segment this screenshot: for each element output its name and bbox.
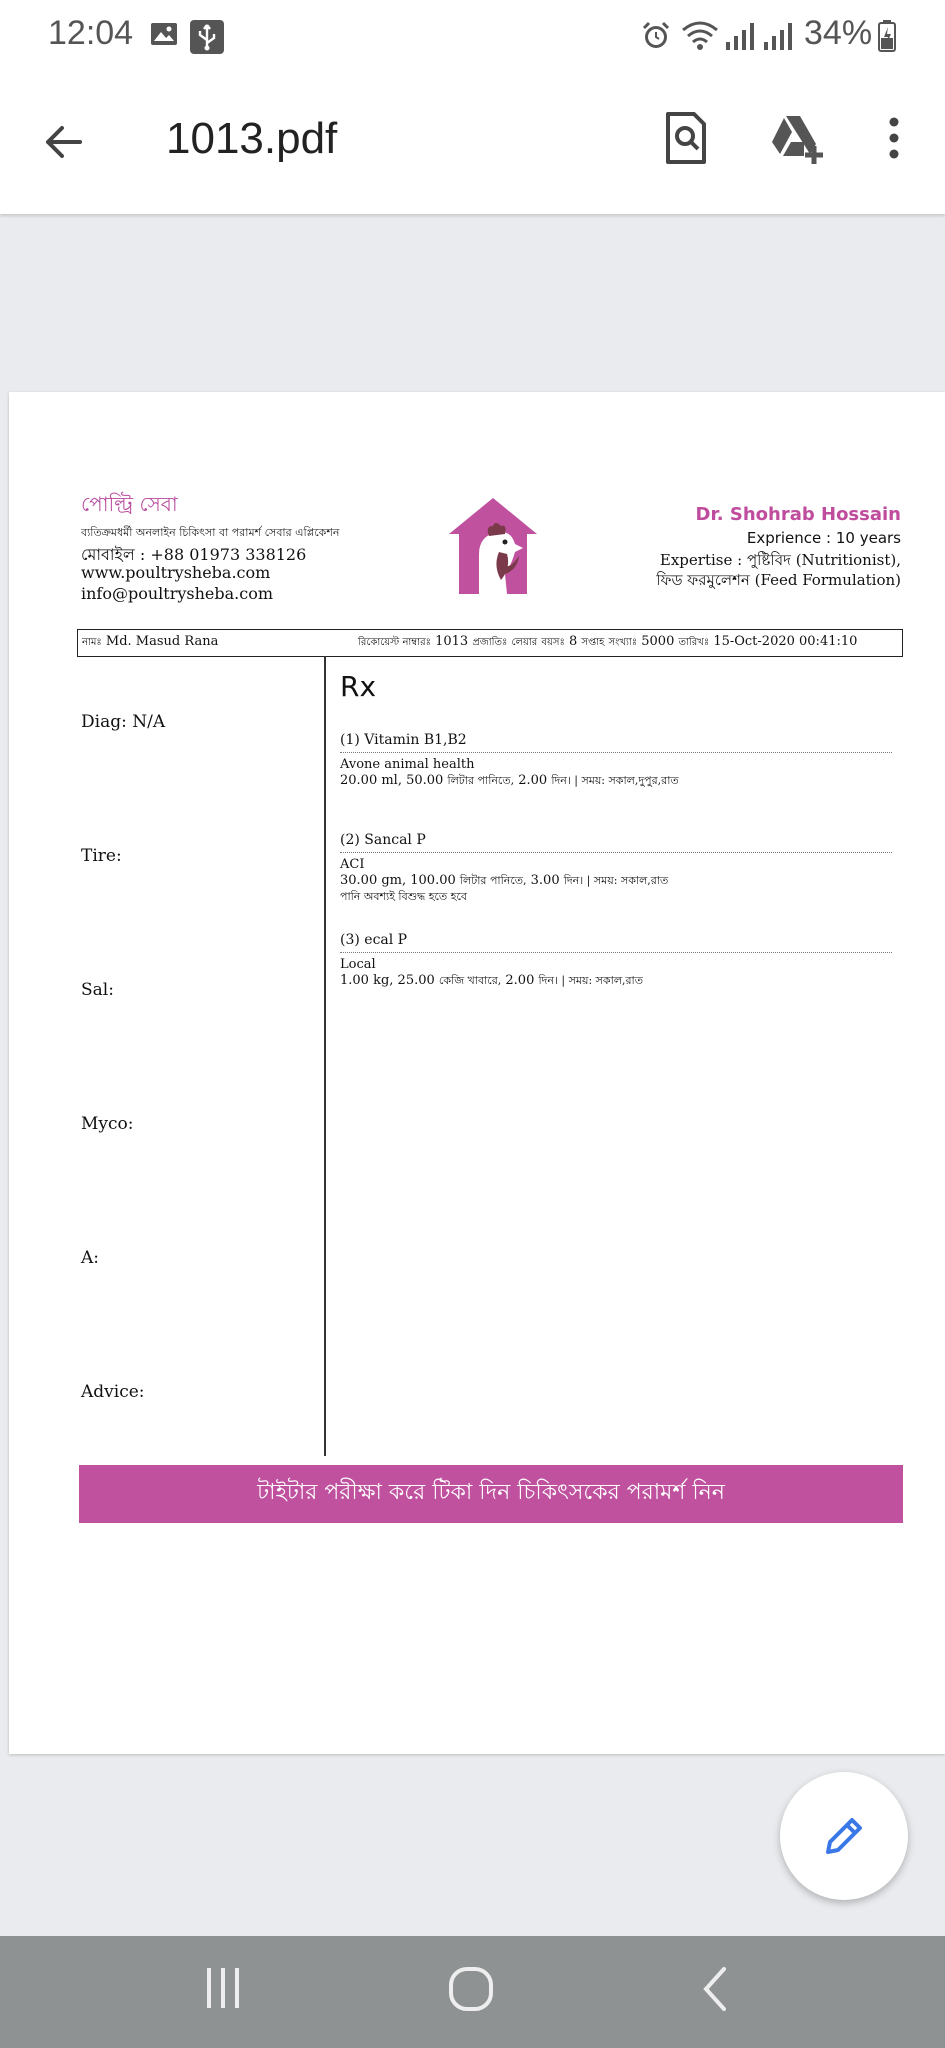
- count-label: সংখ্যাঃ: [608, 637, 638, 648]
- pdf-page: [9, 392, 945, 1754]
- brand-name: পোল্ট্রি সেবা: [81, 492, 178, 516]
- medicine-company: ACI: [340, 857, 365, 872]
- medicine-name: (2) Sancal P: [340, 832, 892, 853]
- a-field: A:: [81, 1248, 100, 1268]
- age: 8: [568, 634, 578, 649]
- poultry-house-logo: [445, 496, 541, 600]
- doctor-name: Dr. Shohrab Hossain: [695, 504, 901, 525]
- medicine-dose: [340, 773, 892, 789]
- tire-field: Tire:: [81, 846, 122, 866]
- wifi-icon: [680, 20, 720, 56]
- medicine-item: [340, 932, 892, 989]
- edit-fab-button[interactable]: [780, 1772, 908, 1900]
- patient-name-label: নামঃ: [82, 637, 102, 648]
- status-bar: [0, 0, 945, 78]
- sal-field: Sal:: [81, 980, 114, 1000]
- dose-unit: লিটার পানিতে,: [459, 874, 527, 887]
- medicine-item: [340, 832, 892, 905]
- medicine-dose: [340, 973, 892, 989]
- dose-schedule: দিন। | সময়: সকাল,দুপুর,রাত: [551, 774, 679, 787]
- brand-website: www.poultrysheba.com: [81, 563, 271, 582]
- brand-mobile: মোবাইল : +88 01973 338126: [81, 545, 307, 564]
- medicine-item: [340, 732, 892, 789]
- signal-icon-1: [724, 20, 754, 56]
- advice-field: Advice:: [81, 1382, 145, 1402]
- system-nav-bar: [0, 1936, 945, 2048]
- medicine-company: Avone animal health: [340, 757, 475, 772]
- dose-unit: লিটার পানিতে,: [447, 774, 515, 787]
- battery-percent: 34%: [804, 14, 873, 52]
- alarm-icon: [640, 20, 672, 56]
- doctor-expertise-1: Expertise : পুষ্টিবিদ (Nutritionist),: [659, 551, 901, 569]
- usb-notification-icon: [190, 20, 224, 58]
- dose-amount: 1.00 kg, 25.00: [340, 973, 435, 988]
- status-time: 12:04: [48, 14, 134, 52]
- more-vert-icon[interactable]: [884, 112, 904, 170]
- pencil-icon: [820, 1812, 868, 1860]
- date-label: তারিখঃ: [678, 637, 710, 648]
- signal-icon-2: [762, 20, 792, 56]
- brand-tagline: ব্যতিক্রমধর্মী অনলাইন চিকিৎসা বা পরামর্শ সেবার এপ্লিকেশন: [81, 526, 340, 539]
- dose-unit: কেজি খাবারে,: [438, 974, 502, 987]
- dose-amount: 30.00 gm, 100.00: [340, 873, 456, 888]
- dose-schedule: দিন। | সময়: সকাল,রাত: [538, 974, 644, 987]
- date: 15-Oct-2020 00:41:10: [713, 634, 858, 649]
- home-icon[interactable]: [448, 1966, 494, 2016]
- rx-title: Rx: [340, 670, 377, 703]
- medicine-note: পানি অবশ্যই বিশুদ্ধ হতে হবে: [340, 890, 468, 903]
- document-title: 1013.pdf: [166, 114, 338, 163]
- column-divider: [324, 656, 326, 1456]
- dose-schedule: দিন। | সময়: সকাল,রাত: [563, 874, 669, 887]
- brand-email: info@poultrysheba.com: [81, 584, 274, 603]
- patient-info-box: [77, 629, 903, 657]
- footer-banner: টাইটার পরীক্ষা করে টিকা দিন চিকিৎসকের পরামর্শ নিন: [79, 1465, 903, 1523]
- doctor-expertise-2: ফিড ফরমুলেশন (Feed Formulation): [656, 571, 901, 589]
- medicine-name: (1) Vitamin B1,B2: [340, 732, 892, 753]
- species: লেয়ার: [511, 637, 538, 648]
- myco-field: Myco:: [81, 1114, 134, 1134]
- request-label: রিকোয়েস্ট নাম্বারঃ: [358, 637, 431, 648]
- search-document-icon[interactable]: [664, 112, 708, 170]
- back-nav-icon[interactable]: [700, 1966, 730, 2016]
- add-to-drive-icon[interactable]: [770, 112, 826, 170]
- dose-days: 3.00: [530, 873, 560, 888]
- arrow-left-icon[interactable]: [40, 118, 88, 166]
- dose-days: 2.00: [505, 973, 535, 988]
- request-number: 1013: [435, 634, 469, 649]
- doctor-experience: Exprience : 10 years: [746, 529, 901, 547]
- medicine-company: Local: [340, 957, 376, 972]
- medicine-name: (3) ecal P: [340, 932, 892, 953]
- species-label: প্রজাতিঃ: [472, 637, 508, 648]
- recent-apps-icon[interactable]: [205, 1966, 241, 2014]
- medicine-dose: [340, 873, 892, 889]
- patient-name: Md. Masud Rana: [105, 634, 219, 649]
- count: 5000: [641, 634, 675, 649]
- dose-amount: 20.00 ml, 50.00: [340, 773, 444, 788]
- image-notification-icon: [150, 20, 178, 52]
- dose-days: 2.00: [518, 773, 548, 788]
- age-unit: সপ্তাহ: [581, 637, 605, 648]
- diag-field: Diag: N/A: [81, 712, 166, 732]
- age-label: বয়সঃ: [541, 637, 565, 648]
- battery-charging-icon: [878, 20, 896, 56]
- app-bar: [0, 78, 945, 214]
